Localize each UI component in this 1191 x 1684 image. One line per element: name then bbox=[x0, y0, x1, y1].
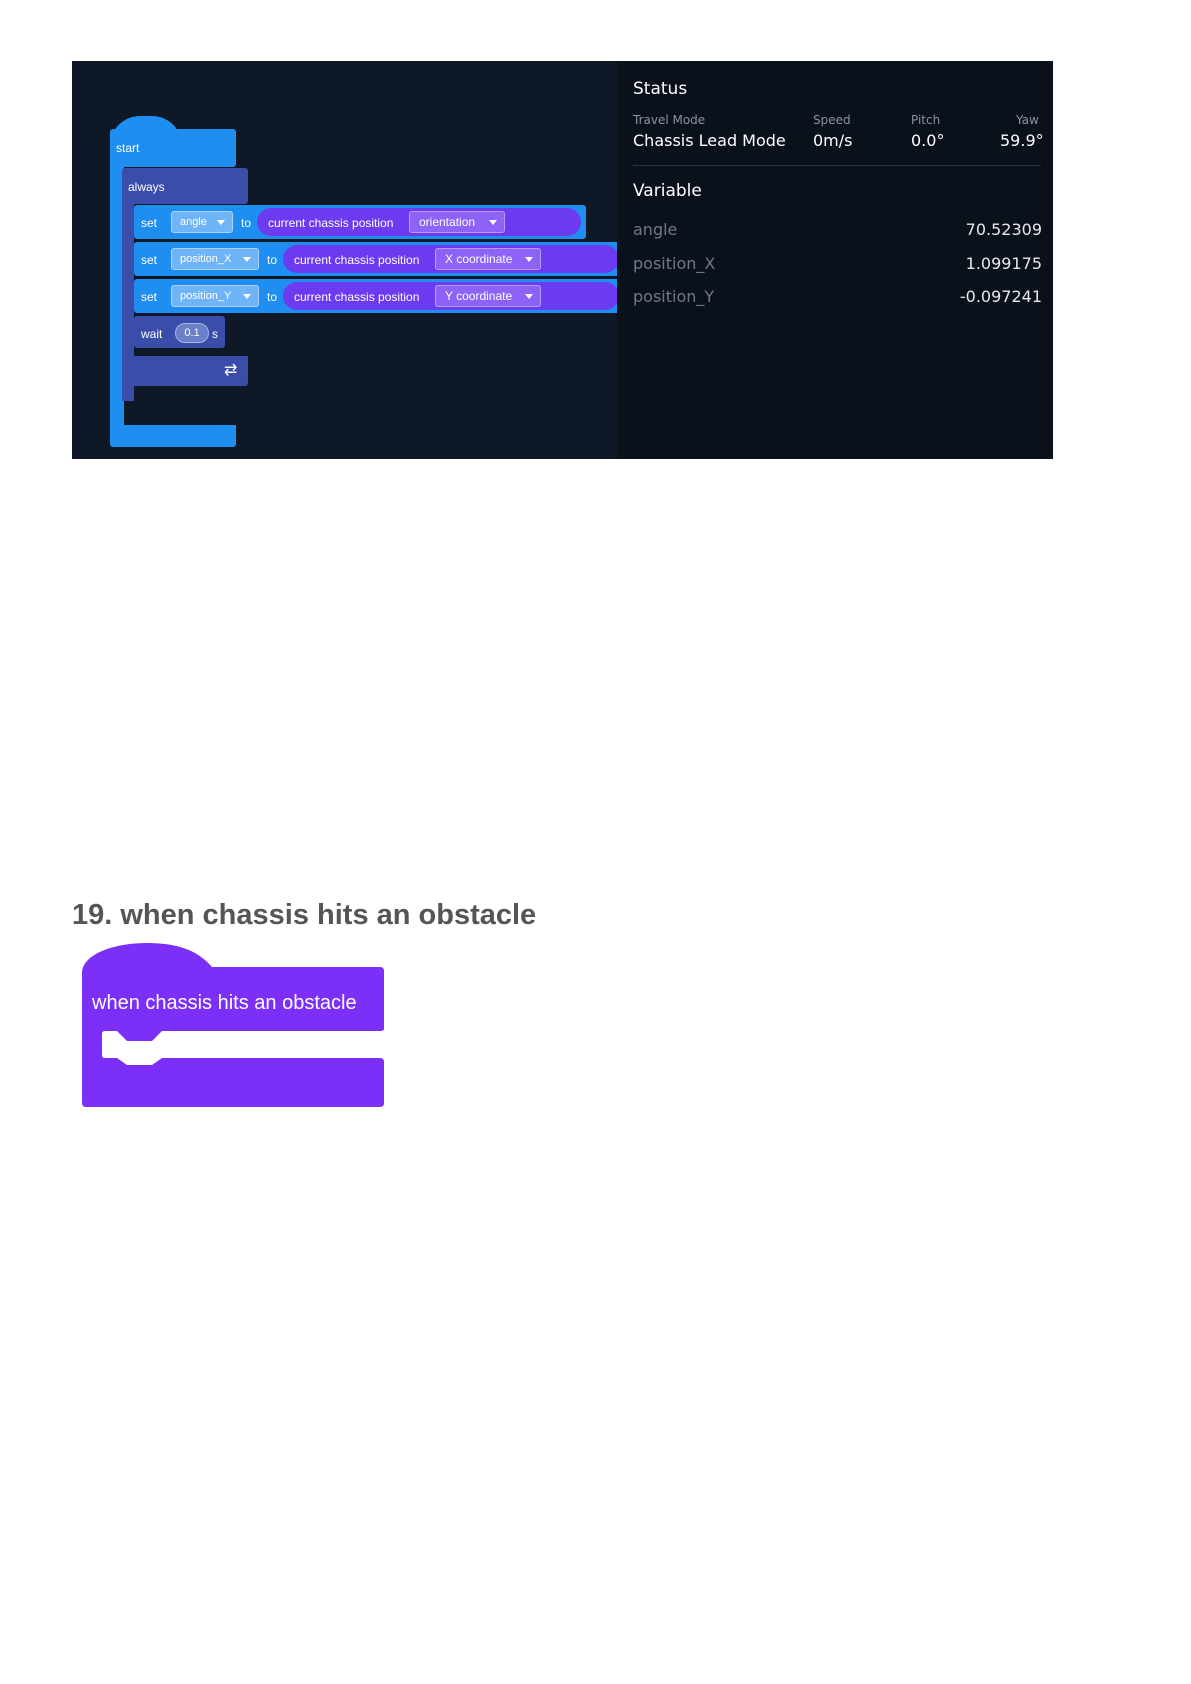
chevron-down-icon bbox=[525, 294, 533, 299]
variable-name-angle: angle bbox=[633, 220, 678, 239]
variable-dropdown-position-y[interactable] bbox=[171, 285, 259, 307]
reporter-label: current chassis position bbox=[294, 253, 420, 267]
travel-mode-label: Travel Mode bbox=[633, 113, 706, 127]
yaw-label: Yaw bbox=[1016, 113, 1039, 127]
set-label: set bbox=[141, 253, 158, 267]
start-block-foot bbox=[110, 425, 236, 447]
set-label: set bbox=[141, 216, 158, 230]
chevron-down-icon bbox=[243, 257, 251, 262]
variable-name: position_Y bbox=[180, 290, 232, 302]
start-label: start bbox=[116, 141, 140, 155]
section-heading: 19. when chassis hits an obstacle bbox=[72, 899, 537, 931]
variable-name: position_X bbox=[180, 253, 232, 265]
set-label: set bbox=[141, 290, 158, 304]
status-title: Status bbox=[633, 79, 688, 99]
chevron-down-icon bbox=[243, 294, 251, 299]
chevron-down-icon bbox=[525, 257, 533, 262]
reporter-label: current chassis position bbox=[268, 216, 394, 230]
wait-unit: s bbox=[212, 327, 218, 341]
variable-name-position-y: position_Y bbox=[633, 287, 715, 306]
variable-value-position-x: 1.099175 bbox=[965, 254, 1042, 273]
pitch-value: 0.0° bbox=[911, 131, 945, 150]
to-label: to bbox=[241, 216, 252, 230]
property-name: X coordinate bbox=[445, 252, 513, 266]
variable-dropdown-angle[interactable] bbox=[171, 211, 233, 233]
variable-value-angle: 70.52309 bbox=[965, 220, 1042, 239]
chevron-down-icon bbox=[489, 220, 497, 225]
always-label: always bbox=[128, 180, 165, 194]
property-dropdown-x-coordinate[interactable] bbox=[435, 248, 541, 270]
hat-block-label: when chassis hits an obstacle bbox=[92, 992, 357, 1014]
variable-name: angle bbox=[180, 216, 207, 228]
chevron-down-icon bbox=[217, 220, 225, 225]
variable-value-position-y: -0.097241 bbox=[959, 287, 1042, 306]
travel-mode-value: Chassis Lead Mode bbox=[633, 131, 786, 150]
yaw-value: 59.9° bbox=[1000, 131, 1044, 150]
to-label: to bbox=[267, 290, 278, 304]
property-dropdown-orientation[interactable] bbox=[409, 211, 505, 233]
status-divider bbox=[633, 165, 1041, 166]
property-name: Y coordinate bbox=[445, 289, 513, 303]
code-canvas bbox=[72, 61, 617, 459]
wait-seconds-input[interactable]: 0.1 bbox=[175, 323, 209, 343]
when-chassis-hits-obstacle-block[interactable] bbox=[82, 943, 384, 1108]
pitch-label: Pitch bbox=[911, 113, 941, 127]
wait-label: wait bbox=[141, 327, 163, 341]
variable-title: Variable bbox=[633, 181, 702, 201]
variable-name-position-x: position_X bbox=[633, 254, 716, 273]
speed-value: 0m/s bbox=[813, 131, 853, 150]
reporter-label: current chassis position bbox=[294, 290, 420, 304]
to-label: to bbox=[267, 253, 278, 267]
variable-dropdown-position-x[interactable] bbox=[171, 248, 259, 270]
hat-block-shape bbox=[82, 943, 384, 1107]
property-name: orientation bbox=[419, 215, 476, 229]
speed-label: Speed bbox=[813, 113, 851, 127]
property-dropdown-y-coordinate[interactable] bbox=[435, 285, 541, 307]
repeat-icon: ⇄ bbox=[224, 362, 238, 379]
